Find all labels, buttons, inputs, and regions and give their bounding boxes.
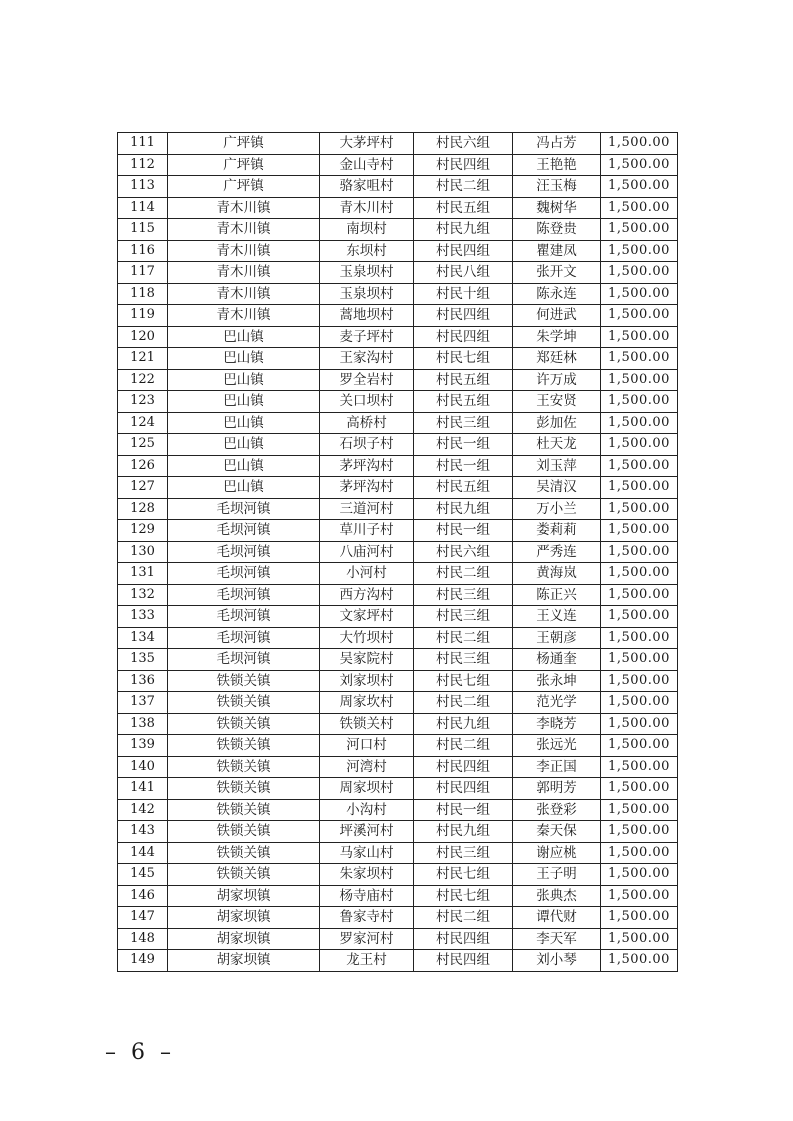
- town-name-cell: 铁锁关镇: [168, 842, 320, 864]
- person-name-cell: 王安贤: [513, 391, 601, 413]
- person-name-cell: 王朝彦: [513, 627, 601, 649]
- row-index-cell: 139: [118, 735, 168, 757]
- town-name-cell: 巴山镇: [168, 412, 320, 434]
- amount-cell: 1,500.00: [601, 348, 678, 370]
- person-name-cell: 吴清汉: [513, 477, 601, 499]
- row-index-cell: 114: [118, 197, 168, 219]
- table-row: [118, 735, 678, 757]
- person-name-cell: 王子明: [513, 864, 601, 886]
- group-name-cell: 村民三组: [414, 584, 513, 606]
- page-number: – 6 –: [105, 1040, 175, 1065]
- amount-cell: 1,500.00: [601, 498, 678, 520]
- town-name-cell: 巴山镇: [168, 477, 320, 499]
- town-name-cell: 铁锁关镇: [168, 821, 320, 843]
- table-row: [118, 348, 678, 370]
- amount-cell: 1,500.00: [601, 756, 678, 778]
- amount-cell: 1,500.00: [601, 197, 678, 219]
- amount-cell: 1,500.00: [601, 541, 678, 563]
- table-row: [118, 305, 678, 327]
- group-name-cell: 村民一组: [414, 520, 513, 542]
- person-name-cell: 郭明芳: [513, 778, 601, 800]
- amount-cell: 1,500.00: [601, 799, 678, 821]
- amount-cell: 1,500.00: [601, 649, 678, 671]
- row-index-cell: 113: [118, 176, 168, 198]
- amount-cell: 1,500.00: [601, 735, 678, 757]
- table-row: [118, 541, 678, 563]
- table-row: [118, 799, 678, 821]
- table-row: [118, 154, 678, 176]
- person-name-cell: 黄海岚: [513, 563, 601, 585]
- group-name-cell: 村民二组: [414, 627, 513, 649]
- amount-cell: 1,500.00: [601, 477, 678, 499]
- village-name-cell: 文家坪村: [320, 606, 414, 628]
- village-name-cell: 玉泉坝村: [320, 283, 414, 305]
- town-name-cell: 胡家坝镇: [168, 928, 320, 950]
- amount-cell: 1,500.00: [601, 176, 678, 198]
- group-name-cell: 村民四组: [414, 928, 513, 950]
- group-name-cell: 村民五组: [414, 391, 513, 413]
- village-name-cell: 周家坝村: [320, 778, 414, 800]
- town-name-cell: 巴山镇: [168, 391, 320, 413]
- amount-cell: 1,500.00: [601, 606, 678, 628]
- group-name-cell: 村民九组: [414, 219, 513, 241]
- amount-cell: 1,500.00: [601, 412, 678, 434]
- row-index-cell: 147: [118, 907, 168, 929]
- amount-cell: 1,500.00: [601, 778, 678, 800]
- row-index-cell: 134: [118, 627, 168, 649]
- village-name-cell: 南坝村: [320, 219, 414, 241]
- person-name-cell: 王义连: [513, 606, 601, 628]
- table-row: [118, 864, 678, 886]
- table-row: [118, 477, 678, 499]
- person-name-cell: 许万成: [513, 369, 601, 391]
- person-name-cell: 谢应桃: [513, 842, 601, 864]
- table-row: [118, 756, 678, 778]
- table-row: [118, 520, 678, 542]
- amount-cell: 1,500.00: [601, 391, 678, 413]
- town-name-cell: 巴山镇: [168, 434, 320, 456]
- village-name-cell: 东坝村: [320, 240, 414, 262]
- table-row: [118, 219, 678, 241]
- village-name-cell: 高桥村: [320, 412, 414, 434]
- group-name-cell: 村民四组: [414, 756, 513, 778]
- group-name-cell: 村民十组: [414, 283, 513, 305]
- row-index-cell: 131: [118, 563, 168, 585]
- row-index-cell: 124: [118, 412, 168, 434]
- row-index-cell: 125: [118, 434, 168, 456]
- group-name-cell: 村民六组: [414, 133, 513, 155]
- group-name-cell: 村民六组: [414, 541, 513, 563]
- row-index-cell: 145: [118, 864, 168, 886]
- group-name-cell: 村民四组: [414, 950, 513, 972]
- amount-cell: 1,500.00: [601, 885, 678, 907]
- village-name-cell: 茅坪沟村: [320, 455, 414, 477]
- town-name-cell: 巴山镇: [168, 455, 320, 477]
- table-row: [118, 584, 678, 606]
- person-name-cell: 李天军: [513, 928, 601, 950]
- person-name-cell: 瞿建凤: [513, 240, 601, 262]
- row-index-cell: 118: [118, 283, 168, 305]
- row-index-cell: 111: [118, 133, 168, 155]
- person-name-cell: 娄莉莉: [513, 520, 601, 542]
- town-name-cell: 毛坝河镇: [168, 606, 320, 628]
- group-name-cell: 村民九组: [414, 713, 513, 735]
- village-name-cell: 麦子坪村: [320, 326, 414, 348]
- row-index-cell: 148: [118, 928, 168, 950]
- village-name-cell: 石坝子村: [320, 434, 414, 456]
- group-name-cell: 村民四组: [414, 154, 513, 176]
- person-name-cell: 陈永连: [513, 283, 601, 305]
- person-name-cell: 范光学: [513, 692, 601, 714]
- group-name-cell: 村民五组: [414, 197, 513, 219]
- village-name-cell: 杨寺庙村: [320, 885, 414, 907]
- table-row: [118, 176, 678, 198]
- table-row: [118, 627, 678, 649]
- village-name-cell: 坪溪河村: [320, 821, 414, 843]
- person-name-cell: 严秀连: [513, 541, 601, 563]
- group-name-cell: 村民二组: [414, 563, 513, 585]
- village-name-cell: 草川子村: [320, 520, 414, 542]
- row-index-cell: 115: [118, 219, 168, 241]
- row-index-cell: 117: [118, 262, 168, 284]
- group-name-cell: 村民二组: [414, 735, 513, 757]
- group-name-cell: 村民三组: [414, 649, 513, 671]
- town-name-cell: 毛坝河镇: [168, 627, 320, 649]
- person-name-cell: 张永坤: [513, 670, 601, 692]
- group-name-cell: 村民八组: [414, 262, 513, 284]
- town-name-cell: 胡家坝镇: [168, 907, 320, 929]
- town-name-cell: 铁锁关镇: [168, 735, 320, 757]
- row-index-cell: 112: [118, 154, 168, 176]
- table-row: [118, 670, 678, 692]
- row-index-cell: 133: [118, 606, 168, 628]
- town-name-cell: 毛坝河镇: [168, 520, 320, 542]
- town-name-cell: 毛坝河镇: [168, 498, 320, 520]
- table-row: [118, 713, 678, 735]
- village-name-cell: 三道河村: [320, 498, 414, 520]
- village-name-cell: 青木川村: [320, 197, 414, 219]
- amount-cell: 1,500.00: [601, 950, 678, 972]
- table-row: [118, 283, 678, 305]
- village-name-cell: 刘家坝村: [320, 670, 414, 692]
- person-name-cell: 张远光: [513, 735, 601, 757]
- row-index-cell: 120: [118, 326, 168, 348]
- town-name-cell: 毛坝河镇: [168, 563, 320, 585]
- person-name-cell: 陈正兴: [513, 584, 601, 606]
- village-name-cell: 河口村: [320, 735, 414, 757]
- person-name-cell: 张开文: [513, 262, 601, 284]
- amount-cell: 1,500.00: [601, 563, 678, 585]
- group-name-cell: 村民三组: [414, 842, 513, 864]
- row-index-cell: 121: [118, 348, 168, 370]
- row-index-cell: 149: [118, 950, 168, 972]
- table-row: [118, 412, 678, 434]
- table-row: [118, 455, 678, 477]
- village-name-cell: 龙王村: [320, 950, 414, 972]
- table-row: [118, 692, 678, 714]
- town-name-cell: 青木川镇: [168, 219, 320, 241]
- town-name-cell: 胡家坝镇: [168, 950, 320, 972]
- village-name-cell: 王家沟村: [320, 348, 414, 370]
- town-name-cell: 铁锁关镇: [168, 670, 320, 692]
- town-name-cell: 巴山镇: [168, 369, 320, 391]
- group-name-cell: 村民七组: [414, 864, 513, 886]
- village-name-cell: 周家坎村: [320, 692, 414, 714]
- table-row: [118, 907, 678, 929]
- table-row: [118, 778, 678, 800]
- group-name-cell: 村民九组: [414, 498, 513, 520]
- table-row: [118, 434, 678, 456]
- row-index-cell: 146: [118, 885, 168, 907]
- town-name-cell: 巴山镇: [168, 326, 320, 348]
- amount-cell: 1,500.00: [601, 305, 678, 327]
- row-index-cell: 137: [118, 692, 168, 714]
- village-name-cell: 朱家坝村: [320, 864, 414, 886]
- village-name-cell: 关口坝村: [320, 391, 414, 413]
- person-name-cell: 李正国: [513, 756, 601, 778]
- amount-cell: 1,500.00: [601, 262, 678, 284]
- person-name-cell: 郑廷林: [513, 348, 601, 370]
- town-name-cell: 青木川镇: [168, 197, 320, 219]
- group-name-cell: 村民二组: [414, 907, 513, 929]
- row-index-cell: 140: [118, 756, 168, 778]
- table-row: [118, 649, 678, 671]
- amount-cell: 1,500.00: [601, 369, 678, 391]
- amount-cell: 1,500.00: [601, 907, 678, 929]
- person-name-cell: 张登彩: [513, 799, 601, 821]
- table-body: [118, 133, 678, 972]
- village-name-cell: 鲁家寺村: [320, 907, 414, 929]
- row-index-cell: 138: [118, 713, 168, 735]
- row-index-cell: 116: [118, 240, 168, 262]
- row-index-cell: 127: [118, 477, 168, 499]
- group-name-cell: 村民三组: [414, 606, 513, 628]
- table-row: [118, 498, 678, 520]
- group-name-cell: 村民四组: [414, 305, 513, 327]
- amount-cell: 1,500.00: [601, 928, 678, 950]
- group-name-cell: 村民一组: [414, 455, 513, 477]
- village-name-cell: 金山寺村: [320, 154, 414, 176]
- row-index-cell: 128: [118, 498, 168, 520]
- row-index-cell: 144: [118, 842, 168, 864]
- amount-cell: 1,500.00: [601, 283, 678, 305]
- town-name-cell: 铁锁关镇: [168, 864, 320, 886]
- person-name-cell: 冯占芳: [513, 133, 601, 155]
- village-name-cell: 西方沟村: [320, 584, 414, 606]
- town-name-cell: 铁锁关镇: [168, 713, 320, 735]
- row-index-cell: 122: [118, 369, 168, 391]
- person-name-cell: 张典杰: [513, 885, 601, 907]
- amount-cell: 1,500.00: [601, 240, 678, 262]
- village-name-cell: 小沟村: [320, 799, 414, 821]
- amount-cell: 1,500.00: [601, 713, 678, 735]
- village-name-cell: 八庙河村: [320, 541, 414, 563]
- town-name-cell: 毛坝河镇: [168, 541, 320, 563]
- amount-cell: 1,500.00: [601, 821, 678, 843]
- town-name-cell: 胡家坝镇: [168, 885, 320, 907]
- table-row: [118, 563, 678, 585]
- table-row: [118, 326, 678, 348]
- row-index-cell: 141: [118, 778, 168, 800]
- village-name-cell: 吴家院村: [320, 649, 414, 671]
- village-name-cell: 河湾村: [320, 756, 414, 778]
- row-index-cell: 123: [118, 391, 168, 413]
- table-row: [118, 928, 678, 950]
- row-index-cell: 130: [118, 541, 168, 563]
- table-row: [118, 197, 678, 219]
- person-name-cell: 谭代财: [513, 907, 601, 929]
- row-index-cell: 132: [118, 584, 168, 606]
- village-name-cell: 小河村: [320, 563, 414, 585]
- amount-cell: 1,500.00: [601, 520, 678, 542]
- table-row: [118, 950, 678, 972]
- table-row: [118, 262, 678, 284]
- row-index-cell: 129: [118, 520, 168, 542]
- group-name-cell: 村民五组: [414, 369, 513, 391]
- table-row: [118, 391, 678, 413]
- village-name-cell: 大竹坝村: [320, 627, 414, 649]
- amount-cell: 1,500.00: [601, 864, 678, 886]
- group-name-cell: 村民一组: [414, 434, 513, 456]
- village-name-cell: 铁锁关村: [320, 713, 414, 735]
- village-name-cell: 茅坪沟村: [320, 477, 414, 499]
- town-name-cell: 巴山镇: [168, 348, 320, 370]
- group-name-cell: 村民七组: [414, 670, 513, 692]
- person-name-cell: 魏树华: [513, 197, 601, 219]
- table-row: [118, 885, 678, 907]
- person-name-cell: 王艳艳: [513, 154, 601, 176]
- person-name-cell: 李晓芳: [513, 713, 601, 735]
- person-name-cell: 杨通奎: [513, 649, 601, 671]
- person-name-cell: 朱学坤: [513, 326, 601, 348]
- group-name-cell: 村民二组: [414, 692, 513, 714]
- row-index-cell: 136: [118, 670, 168, 692]
- town-name-cell: 青木川镇: [168, 283, 320, 305]
- town-name-cell: 铁锁关镇: [168, 799, 320, 821]
- amount-cell: 1,500.00: [601, 842, 678, 864]
- group-name-cell: 村民七组: [414, 885, 513, 907]
- person-name-cell: 秦天保: [513, 821, 601, 843]
- amount-cell: 1,500.00: [601, 434, 678, 456]
- town-name-cell: 青木川镇: [168, 240, 320, 262]
- amount-cell: 1,500.00: [601, 670, 678, 692]
- amount-cell: 1,500.00: [601, 627, 678, 649]
- town-name-cell: 铁锁关镇: [168, 778, 320, 800]
- town-name-cell: 铁锁关镇: [168, 756, 320, 778]
- table-row: [118, 133, 678, 155]
- person-name-cell: 何进武: [513, 305, 601, 327]
- amount-cell: 1,500.00: [601, 692, 678, 714]
- town-name-cell: 广坪镇: [168, 176, 320, 198]
- group-name-cell: 村民一组: [414, 799, 513, 821]
- group-name-cell: 村民四组: [414, 326, 513, 348]
- village-name-cell: 骆家咀村: [320, 176, 414, 198]
- group-name-cell: 村民四组: [414, 778, 513, 800]
- person-name-cell: 刘玉萍: [513, 455, 601, 477]
- row-index-cell: 142: [118, 799, 168, 821]
- group-name-cell: 村民七组: [414, 348, 513, 370]
- person-name-cell: 陈登贵: [513, 219, 601, 241]
- amount-cell: 1,500.00: [601, 326, 678, 348]
- table-row: [118, 606, 678, 628]
- village-name-cell: 大茅坪村: [320, 133, 414, 155]
- person-name-cell: 刘小琴: [513, 950, 601, 972]
- person-name-cell: 汪玉梅: [513, 176, 601, 198]
- person-name-cell: 杜天龙: [513, 434, 601, 456]
- village-name-cell: 蒿地坝村: [320, 305, 414, 327]
- table-row: [118, 842, 678, 864]
- village-name-cell: 罗家河村: [320, 928, 414, 950]
- group-name-cell: 村民五组: [414, 477, 513, 499]
- row-index-cell: 126: [118, 455, 168, 477]
- village-name-cell: 马家山村: [320, 842, 414, 864]
- amount-cell: 1,500.00: [601, 154, 678, 176]
- subsidy-table: [117, 132, 678, 972]
- group-name-cell: 村民三组: [414, 412, 513, 434]
- town-name-cell: 广坪镇: [168, 133, 320, 155]
- town-name-cell: 铁锁关镇: [168, 692, 320, 714]
- village-name-cell: 罗全岩村: [320, 369, 414, 391]
- town-name-cell: 毛坝河镇: [168, 584, 320, 606]
- amount-cell: 1,500.00: [601, 455, 678, 477]
- amount-cell: 1,500.00: [601, 584, 678, 606]
- table-row: [118, 821, 678, 843]
- person-name-cell: 万小兰: [513, 498, 601, 520]
- amount-cell: 1,500.00: [601, 219, 678, 241]
- table-row: [118, 369, 678, 391]
- group-name-cell: 村民九组: [414, 821, 513, 843]
- person-name-cell: 彭加佐: [513, 412, 601, 434]
- village-name-cell: 玉泉坝村: [320, 262, 414, 284]
- amount-cell: 1,500.00: [601, 133, 678, 155]
- row-index-cell: 119: [118, 305, 168, 327]
- row-index-cell: 135: [118, 649, 168, 671]
- town-name-cell: 广坪镇: [168, 154, 320, 176]
- table-row: [118, 240, 678, 262]
- town-name-cell: 青木川镇: [168, 262, 320, 284]
- row-index-cell: 143: [118, 821, 168, 843]
- group-name-cell: 村民二组: [414, 176, 513, 198]
- town-name-cell: 毛坝河镇: [168, 649, 320, 671]
- group-name-cell: 村民四组: [414, 240, 513, 262]
- town-name-cell: 青木川镇: [168, 305, 320, 327]
